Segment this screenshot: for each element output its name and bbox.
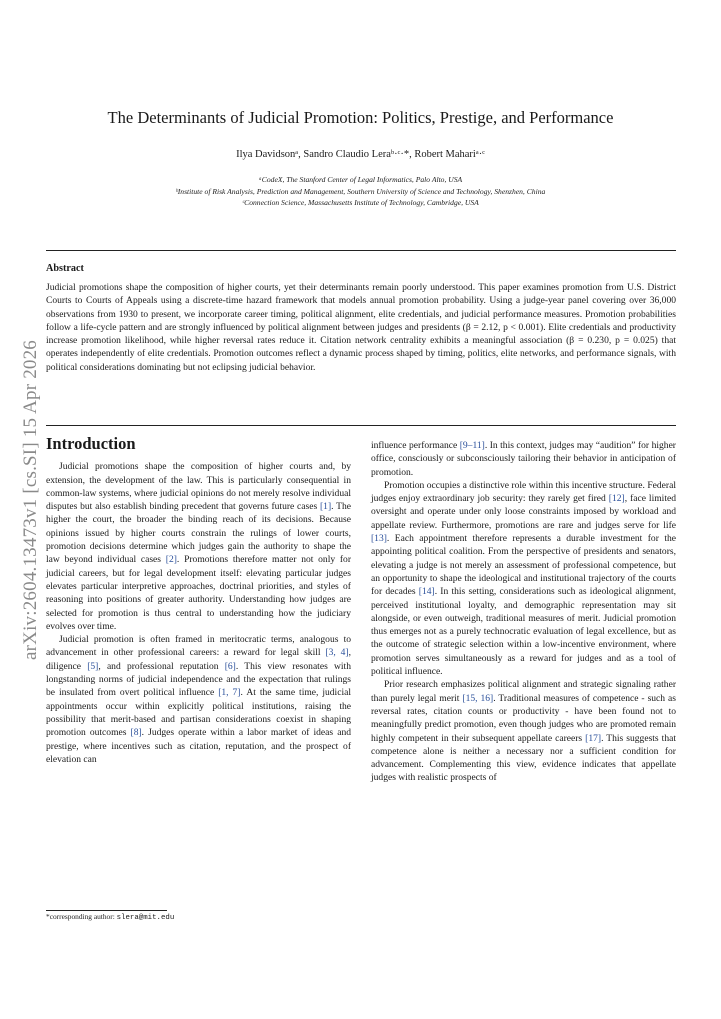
column-right xyxy=(371,439,676,785)
intro-paragraph-2-cont: influence performance [9–11]. In this context, judges may “audition” for higher office, consciously or subconsciously tailoring their behavior in anticipation of promotion. xyxy=(371,440,676,478)
affiliation-b: ᵇInstitute of Risk Analysis, Prediction and Management, Southern University of Science and Technology, Shenzhen, China xyxy=(175,186,546,196)
footnote xyxy=(46,912,174,922)
citation-link[interactable]: [15, 16] xyxy=(462,692,494,704)
citation-link[interactable]: [2] xyxy=(165,554,177,566)
intro-paragraph-2: Judicial promotion is often framed in meritocratic terms, analogous to advancement in other professional careers: a reward for legal skill [3, 4], diligence [5], and professional reputation [6]. This view resonates with longstanding norms of judicial independence and the expectation that rulings be insulated from overt political influence [1, 7]. At the same time, judicial appointments occur within explicitly political institutions, raising the possibility that merit-based and partisan considerations coexist in shaping promotion outcomes [8]. Judges operate within a labor market of ideas and prestige, where incentives such as citation, reputation, and the prospect of elevation can xyxy=(46,634,351,765)
citation-link[interactable]: [3, 4] xyxy=(325,647,349,659)
column-left xyxy=(46,434,352,766)
corresponding-email[interactable]: slera@mit.edu xyxy=(116,914,175,922)
citation-link[interactable]: [5] xyxy=(87,660,99,672)
footnote-rule xyxy=(46,910,167,911)
affiliations xyxy=(0,174,721,209)
citation-link[interactable]: [17] xyxy=(585,732,602,744)
abstract-top-rule xyxy=(46,250,676,251)
intro-paragraph-1: Judicial promotions shape the composition of higher courts and, by extension, the development of the law. This is particularly consequential in common-law systems, where judicial opinions do not merely resolve individual disputes but also establish binding precedent that governs future cases [1]. The higher the court, the broader the binding reach of its decisions. Because opinions issued by higher courts constrain the rulings of lower courts, promotion decisions determine which judges gain the authority to shape the law beyond individual cases [2]. Promotions therefore matter not only for judicial careers, but for legal development itself: elevating particular judges elevates particular interpretive approaches, doctrinal priorities, and styles of reasoning into positions of greater authority. Understanding how judges are selected for promotion is thus central to understanding how the judiciary evolves over time. xyxy=(46,461,352,632)
abstract-heading: Abstract xyxy=(46,263,84,274)
abstract-text: Judicial promotions shape the composition of higher courts, yet their determinants remain poorly understood. This paper examines promotion from U.S. District Courts to Courts of Appeals using a discrete-time hazard framework that models annual promotion probability. Using a judge-year panel covering over 36,000 observations from 1930 to present, we incorporate career timing, political alignment, elite credentials, and judicial performance measures. Promotion probabilities follow a life-cycle pattern and are strongly influenced by political alignment between judges and presidents (β = 2.12, p < 0.001). Elite credentials and productivity increase promotion likelihood, while higher reversal rates reduce it. Citation network centrality exhibits a meaningful association (β = 0.230, p = 0.025) that operates independently of elite credentials. Promotion outcomes reflect a dynamic process shaped by timing, politics, elite networks, and performance signals, with political considerations dominating but not eclipsing judicial behavior. xyxy=(46,282,676,373)
intro-paragraph-4: Prior research emphasizes political alignment and strategic signaling rather than purely legal merit [15, 16]. Traditional measures of competence - such as reversal rates, citation counts or productivity - have been found not to meaningfully predict promotion, even though judges who are promoted remain highly competent in their subsequent appellate careers [17]. This suggests that competence alone is neither a necessary nor a sufficient condition for advancement. Complementing this view, evidence indicates that appellate judges with realistic prospects of xyxy=(371,679,676,784)
citation-link[interactable]: [1] xyxy=(320,501,332,513)
affiliation-c: ᶜConnection Science, Massachusetts Institute of Technology, Cambridge, USA xyxy=(242,198,479,207)
footnote-label: *corresponding author: xyxy=(46,912,117,921)
citation-link[interactable]: [1, 7] xyxy=(218,687,241,699)
citation-link[interactable]: [6] xyxy=(224,660,236,672)
citation-link[interactable]: [14] xyxy=(418,586,435,598)
affiliation-a: ᵃCodeX, The Stanford Center of Legal Informatics, Palo Alto, USA xyxy=(258,175,463,184)
intro-paragraph-3: Promotion occupies a distinctive role within this incentive structure. Federal judges enjoy extraordinary job security: they rarely get fired [12], face limited oversight and operate under only loose constraints imposed by workload and appellate review. Furthermore, promotions are rare and judges serve for life [13]. Each appointment therefore represents a durable investment for the appointing political coalition. From the perspective of presidents and senators, elevating a judge is not merely an assessment of professional competence, but an opportunity to shape the ideological and institutional trajectory of the courts for decades [14]. In this setting, considerations such as ideological alignment, perceived institutional loyalty, and demographic representation may sit alongside, or even outweigh, traditional measures of merit. Judicial promotion thus emerges not as a purely technocratic evaluation of legal excellence, but as the outcome of strategic selection within a low-incentive environment, where promotion serves simultaneously as a reward for judges and as a tool of political influence. xyxy=(371,479,676,678)
abstract-bottom-rule xyxy=(46,425,676,426)
citation-link[interactable]: [13] xyxy=(371,533,387,545)
paper-title: The Determinants of Judicial Promotion: Politics, Prestige, and Performance xyxy=(107,108,614,127)
arxiv-identifier: arXiv:2604.13473v1 [cs.SI] 15 Apr 2026 xyxy=(20,339,41,661)
author-list: Ilya Davidsonᵃ, Sandro Claudio Leraᵇ·ᶜ·*, Robert Mahariᵃ·ᶜ xyxy=(236,149,485,160)
citation-link[interactable]: [8] xyxy=(130,727,142,739)
citation-link[interactable]: [9–11] xyxy=(459,440,485,451)
citation-link[interactable]: [12] xyxy=(608,493,625,505)
section-heading-introduction: Introduction xyxy=(46,434,136,453)
